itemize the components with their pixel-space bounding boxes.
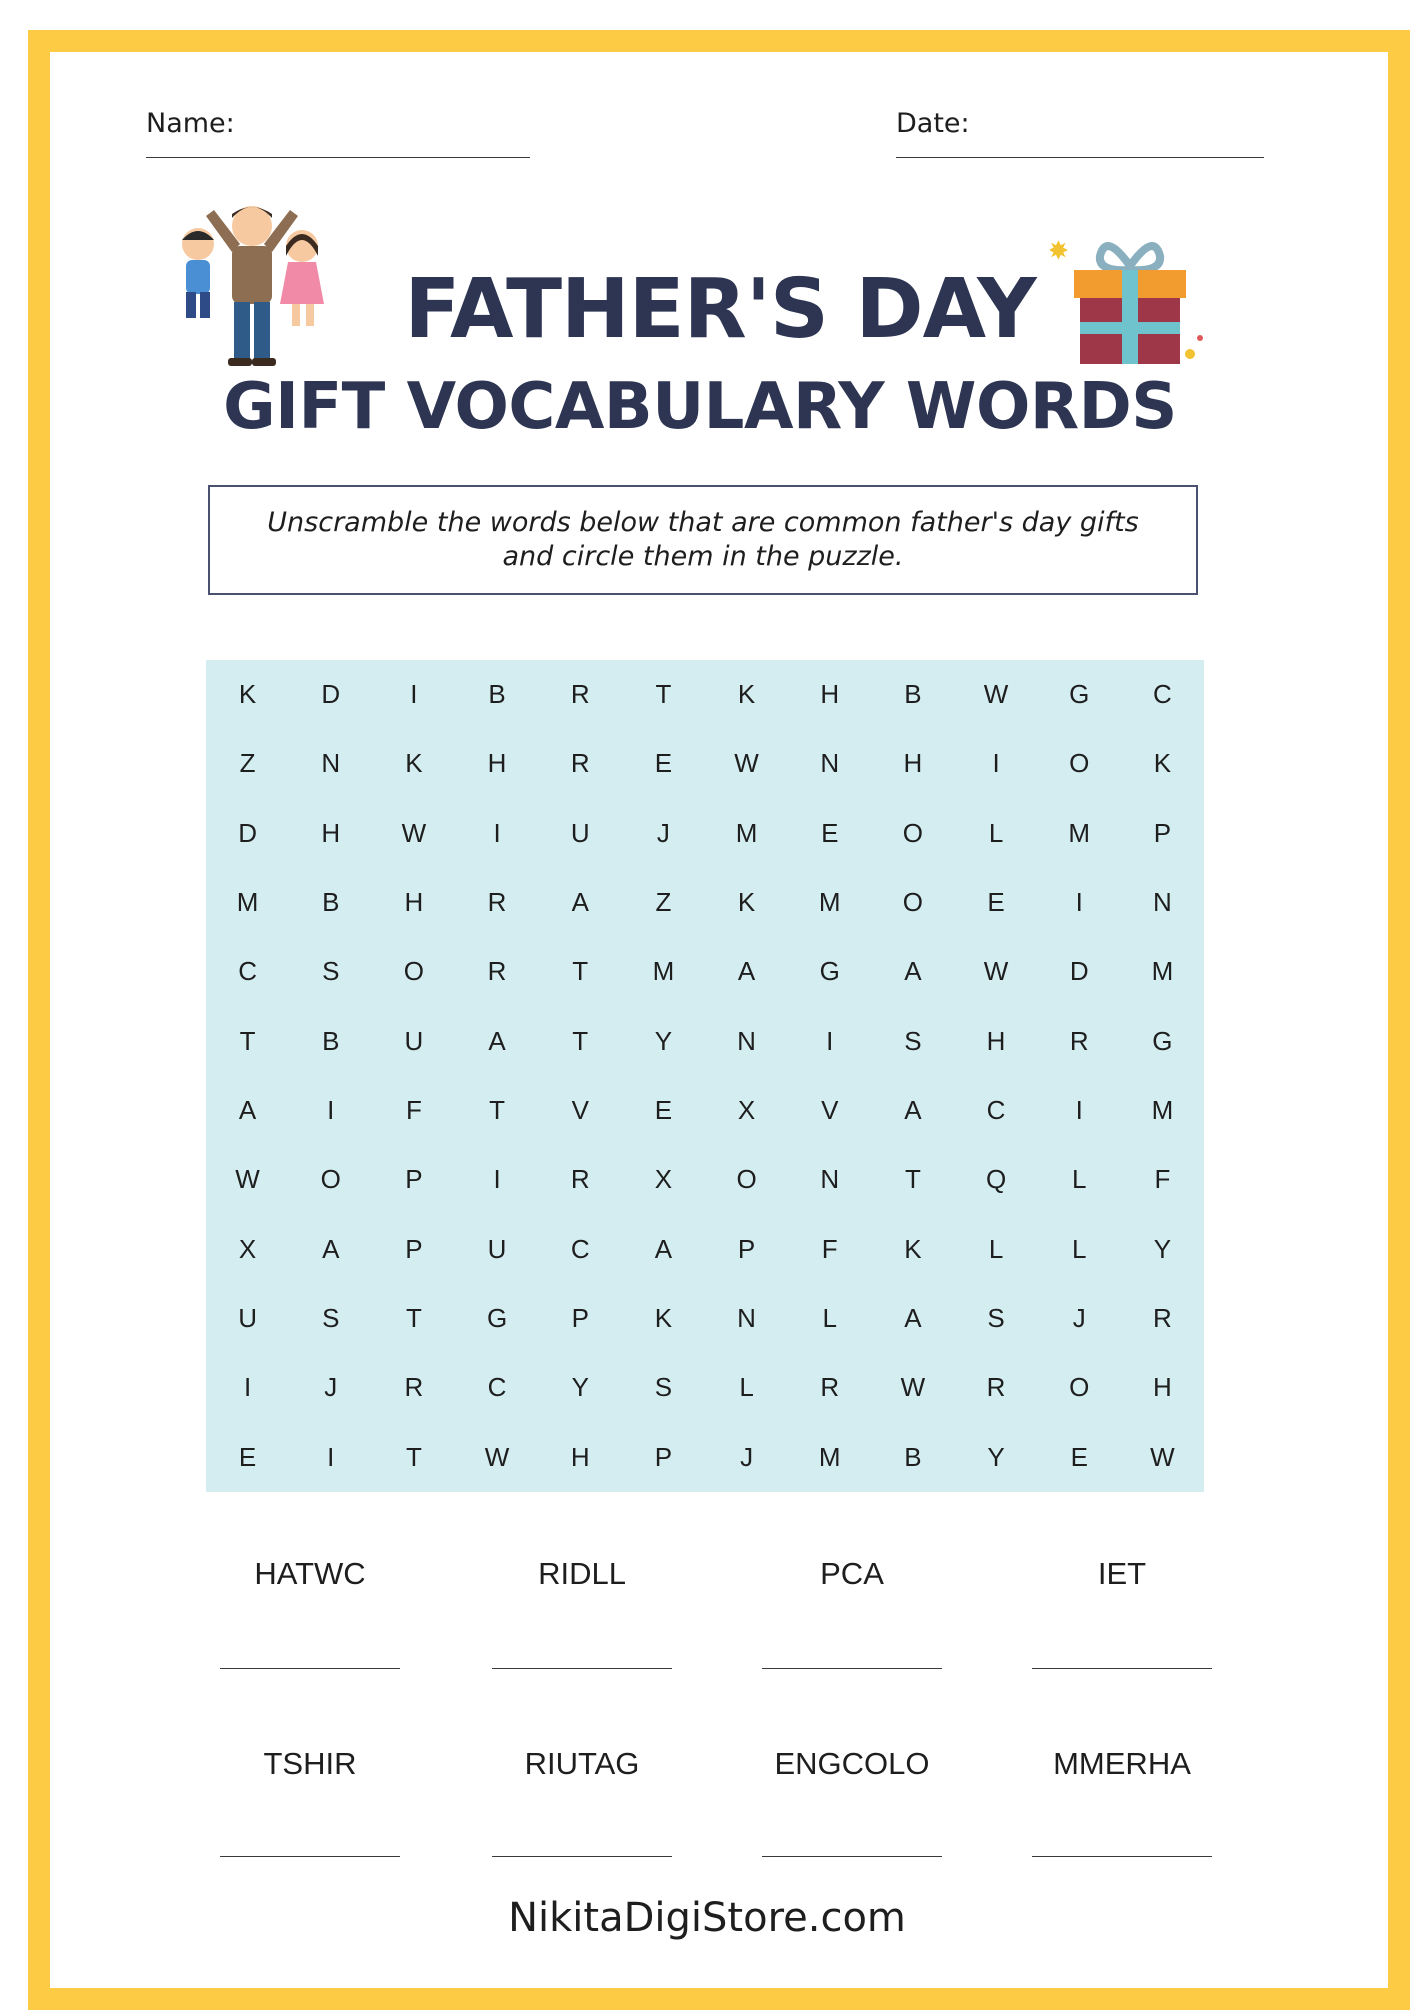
grid-letter[interactable]: O [1069, 748, 1090, 779]
grid-letter[interactable]: M [1151, 1095, 1174, 1126]
answer-blank[interactable] [762, 1668, 942, 1669]
grid-letter[interactable]: M [652, 956, 675, 987]
name-line [146, 157, 530, 158]
date-line [896, 157, 1264, 158]
grid-letter[interactable]: A [571, 887, 589, 918]
grid-letter[interactable]: L [988, 1233, 1004, 1264]
grid-letter[interactable]: N [820, 1164, 840, 1195]
grid-letter[interactable]: W [1150, 1441, 1175, 1472]
word-search-grid [206, 660, 1204, 1492]
grid-letter[interactable]: R [487, 887, 507, 918]
grid-letter[interactable]: R [1153, 1303, 1172, 1334]
grid-letter[interactable]: T [655, 679, 672, 710]
grid-letter[interactable]: M [1151, 956, 1174, 987]
grid-letter[interactable]: E [821, 817, 839, 848]
grid-letter[interactable]: Y [987, 1441, 1005, 1472]
grid-letter[interactable]: Y [654, 1025, 673, 1056]
date-label: Date: [896, 108, 970, 139]
grid-letter[interactable]: G [486, 1303, 508, 1334]
grid-letter[interactable]: M [818, 887, 841, 918]
grid-letter[interactable]: R [570, 679, 590, 710]
grid-letter[interactable]: G [1069, 679, 1090, 710]
grid-letter[interactable]: K [737, 887, 756, 918]
grid-letter[interactable]: H [986, 1025, 1006, 1056]
grid-letter[interactable]: K [405, 748, 423, 779]
grid-letter[interactable]: F [821, 1233, 838, 1264]
grid-letter[interactable]: J [740, 1441, 754, 1472]
grid-letter[interactable]: C [570, 1233, 590, 1264]
grid-letter[interactable]: A [654, 1233, 673, 1264]
grid-letter[interactable]: A [904, 1095, 922, 1126]
grid-letter[interactable]: P [405, 1233, 423, 1264]
grid-letter[interactable]: W [983, 956, 1009, 987]
grid-letter[interactable]: V [821, 1095, 839, 1126]
grid-letter[interactable]: P [1153, 817, 1172, 848]
title-line1: FATHER'S DAY [404, 262, 1036, 357]
grid-letter[interactable]: Y [571, 1372, 589, 1403]
grid-letter[interactable]: A [737, 956, 756, 987]
footer-site: NikitaDigiStore.com [508, 1895, 906, 1941]
grid-letter[interactable]: T [405, 1303, 422, 1334]
grid-letter[interactable]: T [239, 1025, 256, 1056]
grid-letter[interactable]: A [322, 1233, 340, 1264]
grid-letter[interactable]: C [1153, 679, 1172, 710]
grid-letter[interactable]: A [904, 956, 922, 987]
grid-letter[interactable]: R [986, 1372, 1006, 1403]
answer-blank[interactable] [1032, 1856, 1212, 1857]
grid-letter[interactable]: U [570, 817, 590, 848]
grid-letter[interactable]: M [818, 1441, 841, 1472]
grid-letter[interactable]: O [320, 1164, 341, 1195]
grid-letter[interactable]: B [904, 1441, 922, 1472]
grid-letter[interactable]: F [1154, 1164, 1171, 1195]
grid-letter[interactable]: I [493, 1164, 501, 1195]
grid-letter[interactable]: E [654, 748, 673, 779]
grid-letter[interactable]: N [321, 748, 341, 779]
grid-letter[interactable]: H [404, 887, 424, 918]
grid-letter[interactable]: U [487, 1233, 507, 1264]
grid-letter[interactable]: H [570, 1441, 590, 1472]
grid-letter[interactable]: H [321, 817, 341, 848]
scrambled-word: HATWC [254, 1556, 366, 1591]
grid-letter[interactable]: S [654, 1372, 673, 1403]
grid-letter[interactable]: S [322, 1303, 340, 1334]
grid-letter[interactable]: W [734, 748, 759, 779]
instructions-text: Unscramble the words below that are common father's day gifts and circle them in the puzzle. [267, 507, 1139, 572]
grid-letter[interactable]: R [820, 1372, 840, 1403]
scrambled-word: TSHIR [263, 1746, 357, 1781]
grid-letter[interactable]: N [1153, 887, 1172, 918]
grid-letter[interactable]: H [820, 679, 840, 710]
grid-letter[interactable]: E [654, 1095, 673, 1126]
grid-letter[interactable]: P [405, 1164, 423, 1195]
grid-letter[interactable]: O [902, 817, 924, 848]
instructions-box [208, 485, 1198, 595]
grid-letter[interactable]: D [1069, 956, 1089, 987]
grid-letter[interactable]: H [487, 748, 507, 779]
grid-letter[interactable]: Z [655, 887, 672, 918]
grid-letter[interactable]: U [238, 1303, 257, 1334]
grid-letter[interactable]: N [737, 1025, 756, 1056]
grid-letter[interactable]: I [410, 679, 418, 710]
grid-letter[interactable]: C [238, 956, 257, 987]
grid-letter[interactable]: L [822, 1303, 837, 1334]
answer-blank[interactable] [1032, 1668, 1212, 1669]
gift-box-icon [1050, 226, 1210, 386]
grid-letter[interactable]: A [488, 1025, 506, 1056]
grid-letter[interactable]: Z [239, 748, 256, 779]
answer-blank[interactable] [220, 1668, 400, 1669]
grid-letter[interactable]: I [243, 1372, 252, 1403]
grid-letter[interactable]: T [572, 956, 589, 987]
grid-letter[interactable]: D [321, 679, 341, 710]
scrambled-word: RIDLL [538, 1556, 626, 1591]
grid-letter[interactable]: R [570, 1164, 590, 1195]
grid-letter[interactable]: K [654, 1303, 673, 1334]
grid-letter[interactable]: O [736, 1164, 757, 1195]
grid-letter[interactable]: B [488, 679, 506, 710]
grid-letter[interactable]: N [737, 1303, 756, 1334]
title-line2: GIFT VOCABULARY WORDS [223, 370, 1177, 444]
grid-letter[interactable]: X [737, 1095, 756, 1126]
grid-letter[interactable]: T [904, 1164, 921, 1195]
scrambled-word: MMERHA [1053, 1746, 1191, 1781]
grid-letter[interactable]: Q [985, 1164, 1007, 1195]
grid-letter[interactable]: W [983, 679, 1009, 710]
grid-letter[interactable]: P [571, 1303, 589, 1334]
answer-blank[interactable] [492, 1668, 672, 1669]
grid-letter[interactable]: P [737, 1233, 756, 1264]
scrambled-word: RIUTAG [524, 1746, 640, 1781]
grid-letter[interactable]: T [405, 1441, 422, 1472]
name-label: Name: [146, 108, 235, 139]
grid-letter[interactable]: S [322, 956, 340, 987]
grid-letter[interactable]: I [992, 748, 1000, 779]
grid-letter[interactable]: M [735, 817, 758, 848]
grid-letter[interactable]: R [1069, 1025, 1089, 1056]
grid-letter[interactable]: P [654, 1441, 673, 1472]
grid-letter[interactable]: L [988, 817, 1004, 848]
grid-letter[interactable]: I [1075, 887, 1083, 918]
grid-letter[interactable]: U [404, 1025, 424, 1056]
grid-letter[interactable]: C [986, 1095, 1006, 1126]
grid-letter[interactable]: N [820, 748, 840, 779]
scrambled-word: IET [1097, 1556, 1147, 1591]
answer-blank[interactable] [492, 1856, 672, 1857]
grid-letter[interactable]: H [1153, 1372, 1172, 1403]
grid-letter[interactable]: A [904, 1303, 922, 1334]
grid-letter[interactable]: C [487, 1372, 507, 1403]
grid-letter[interactable]: K [904, 1233, 922, 1264]
grid-letter[interactable]: O [1069, 1372, 1090, 1403]
grid-letter[interactable]: M [1068, 817, 1091, 848]
grid-letter[interactable]: W [900, 1372, 926, 1403]
answer-blank[interactable] [220, 1856, 400, 1857]
grid-letter[interactable]: K [737, 679, 756, 710]
grid-letter[interactable]: X [238, 1233, 257, 1264]
grid-letter[interactable]: E [1070, 1441, 1088, 1472]
grid-letter[interactable]: I [327, 1441, 335, 1472]
grid-letter[interactable]: T [489, 1095, 506, 1126]
grid-letter[interactable]: H [903, 748, 923, 779]
grid-letter[interactable]: B [322, 1025, 340, 1056]
grid-letter[interactable]: J [1072, 1303, 1086, 1334]
answer-blank[interactable] [762, 1856, 942, 1857]
grid-letter[interactable]: O [403, 956, 425, 987]
grid-letter[interactable]: B [322, 887, 340, 918]
scrambled-word: PCA [820, 1556, 884, 1591]
grid-letter[interactable]: A [238, 1095, 257, 1126]
grid-letter[interactable]: R [404, 1372, 424, 1403]
grid-letter[interactable]: Y [1153, 1233, 1172, 1264]
scrambled-word: ENGCOLO [774, 1746, 930, 1781]
grid-letter[interactable]: K [238, 679, 257, 710]
grid-letter[interactable]: W [484, 1441, 510, 1472]
grid-letter[interactable]: J [324, 1372, 338, 1403]
grid-letter[interactable]: K [1153, 748, 1172, 779]
grid-letter[interactable]: L [1072, 1233, 1087, 1264]
grid-letter[interactable]: W [235, 1164, 260, 1195]
grid-letter[interactable]: F [405, 1095, 422, 1126]
grid-letter[interactable]: O [902, 887, 924, 918]
grid-letter[interactable]: B [904, 679, 922, 710]
grid-letter[interactable]: S [987, 1303, 1005, 1334]
grid-letter[interactable]: S [904, 1025, 922, 1056]
grid-letter[interactable]: T [572, 1025, 589, 1056]
grid-letter[interactable]: V [571, 1095, 589, 1126]
grid-letter[interactable]: G [819, 956, 840, 987]
grid-letter[interactable]: I [1075, 1095, 1083, 1126]
grid-letter[interactable]: L [1072, 1164, 1087, 1195]
grid-letter[interactable]: D [238, 817, 257, 848]
family-clipart-icon [160, 196, 340, 376]
grid-letter[interactable]: M [236, 887, 259, 918]
grid-letter[interactable]: G [1152, 1025, 1173, 1056]
grid-letter[interactable]: I [493, 817, 501, 848]
grid-letter[interactable]: I [327, 1095, 335, 1126]
grid-letter[interactable]: X [654, 1164, 673, 1195]
grid-letter[interactable]: R [570, 748, 590, 779]
grid-letter[interactable]: W [401, 817, 427, 848]
grid-letter[interactable]: E [987, 887, 1005, 918]
grid-letter[interactable]: J [656, 817, 670, 848]
grid-letter[interactable]: E [238, 1441, 257, 1472]
grid-letter[interactable]: I [826, 1025, 834, 1056]
grid-letter[interactable]: R [487, 956, 507, 987]
grid-letter[interactable]: L [739, 1372, 754, 1403]
